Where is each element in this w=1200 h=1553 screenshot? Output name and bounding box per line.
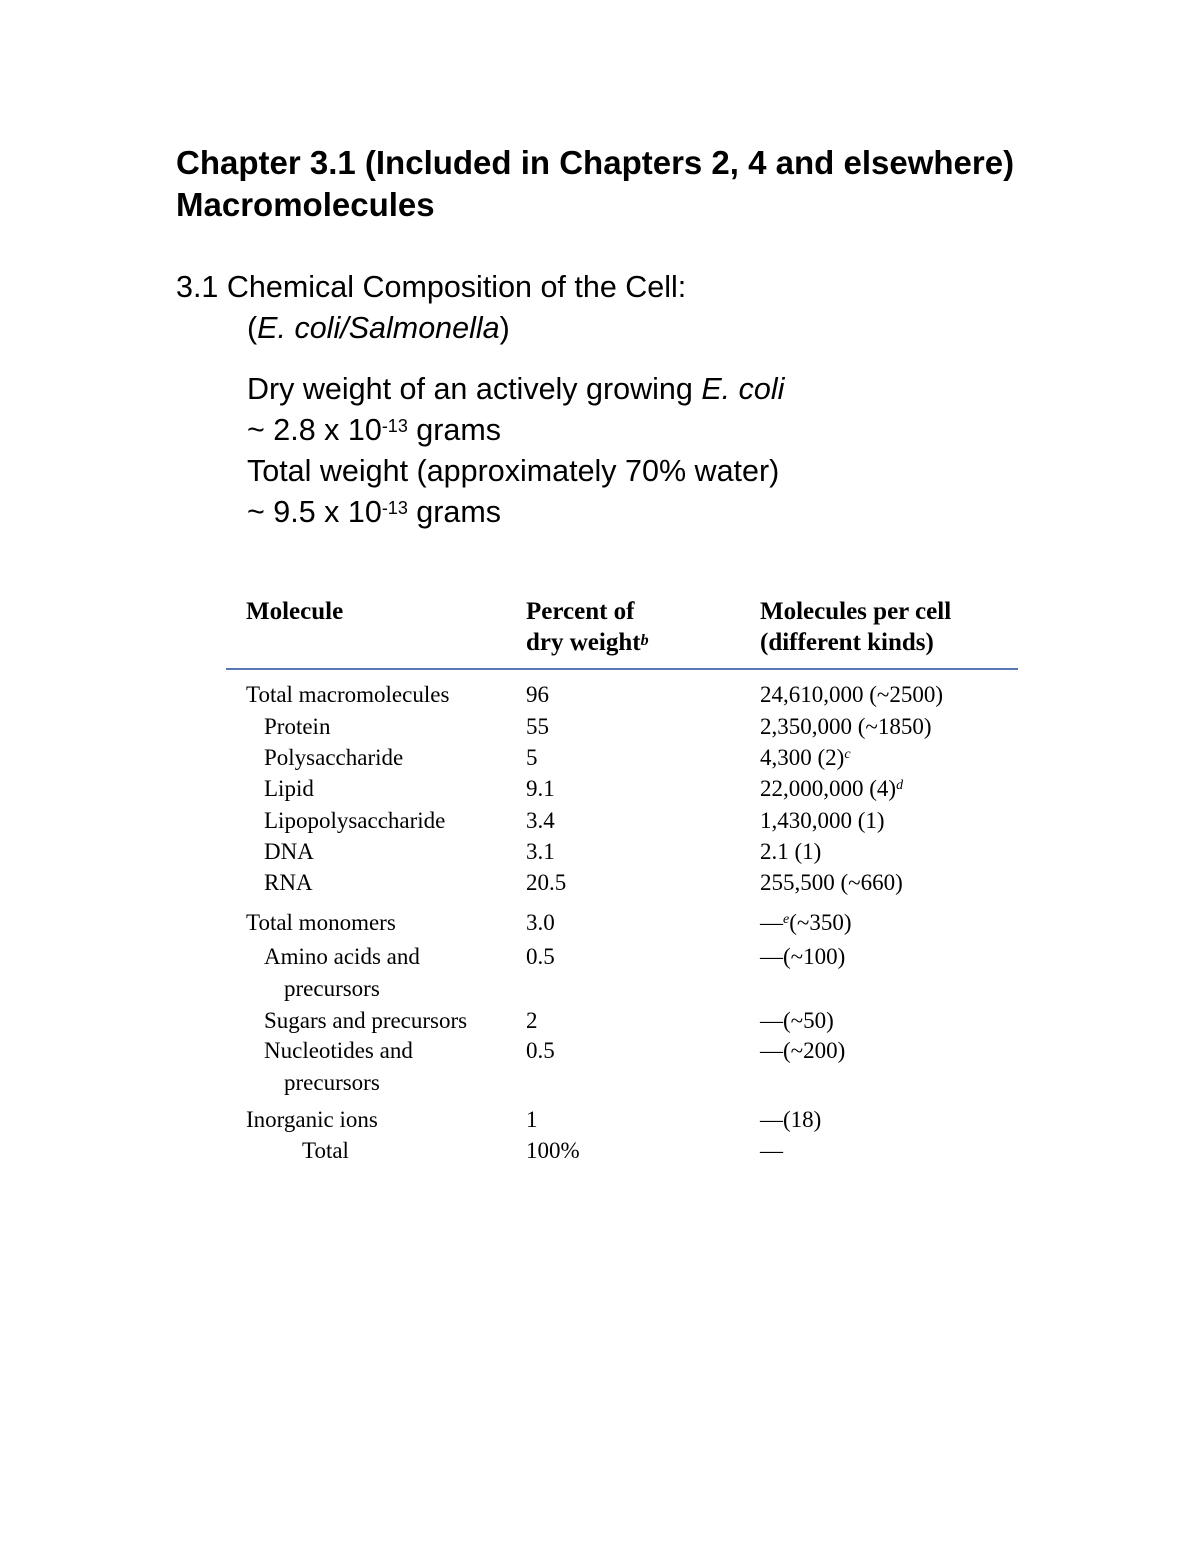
- row-molecule-name-cont: precursors: [284, 976, 380, 1001]
- row-molecules-per-cell: [760, 837, 821, 867]
- row-molecules-per-cell: [760, 712, 932, 742]
- row-molecules-value: —: [760, 910, 783, 935]
- row-percent: 20.5: [526, 870, 567, 895]
- row-molecule-name: Nucleotides and: [264, 1038, 413, 1063]
- section-heading: 3.1 Chemical Composition of the Cell:: [176, 270, 687, 304]
- row-footnote-marker: d: [896, 778, 904, 793]
- row-molecules-per-cell: [760, 680, 943, 710]
- dry-weight-text: Dry weight of an actively growing: [247, 372, 702, 406]
- total-weight-exponent: -13: [381, 498, 408, 518]
- row-percent: 9.1: [526, 776, 555, 801]
- total-weight-value: [247, 492, 501, 532]
- dry-weight-value: [247, 410, 501, 450]
- row-percent: 100%: [526, 1138, 580, 1163]
- row-percent: 0.5: [526, 1038, 555, 1063]
- row-percent: 3.1: [526, 839, 555, 864]
- header-rule: [226, 668, 1018, 670]
- row-molecule-name: Inorganic ions: [246, 1107, 378, 1132]
- dry-weight-label: [247, 369, 784, 409]
- row-molecule-name: Amino acids and: [264, 944, 420, 969]
- row-molecule-name: Sugars and precursors: [264, 1008, 468, 1033]
- row-molecules-per-cell: [760, 868, 903, 898]
- row-molecule-name: Polysaccharide: [264, 745, 404, 770]
- row-percent: 55: [526, 714, 549, 739]
- row-percent: 1: [526, 1107, 538, 1132]
- header-percent-note: b: [640, 632, 649, 649]
- dry-weight-exponent: -13: [381, 416, 408, 436]
- row-footnote-marker: c: [844, 747, 851, 762]
- row-percent: 0.5: [526, 944, 555, 969]
- page-title: Chapter 3.1 (Included in Chapters 2, 4 and elsewhere) Macromolecules: [176, 144, 1015, 223]
- row-molecule-name: Total macromolecules: [246, 682, 450, 707]
- row-percent: 96: [526, 682, 549, 707]
- row-molecule-name: Protein: [264, 714, 331, 739]
- row-molecules-value: —: [760, 1138, 783, 1163]
- row-molecules-kinds: (~350): [789, 910, 852, 935]
- row-percent: 3.0: [526, 910, 555, 935]
- row-molecules-per-cell: [760, 1136, 783, 1166]
- row-molecule-name: Total: [302, 1138, 349, 1163]
- total-weight-unit: grams: [407, 495, 502, 529]
- header-percent-line2: dry weight: [526, 629, 641, 656]
- paren-open: (: [247, 311, 258, 345]
- row-molecules-per-cell: [760, 806, 885, 836]
- row-molecules-value: —(18): [760, 1107, 822, 1132]
- header-molecules: [760, 596, 951, 658]
- row-molecules-value: 4,300 (2): [760, 745, 845, 770]
- header-percent-line1: Percent of: [526, 598, 635, 625]
- row-percent: 2: [526, 1008, 538, 1033]
- row-molecules-per-cell: [760, 942, 845, 972]
- dry-weight-organism: E. coli: [701, 372, 785, 406]
- row-molecules-per-cell: [760, 908, 851, 938]
- total-weight-label: Total weight (approximately 70% water): [247, 454, 780, 488]
- row-molecules-value: 24,610,000 (~2500): [760, 682, 944, 707]
- row-molecules-per-cell: [760, 774, 903, 804]
- row-molecule-name: Lipid: [264, 776, 314, 801]
- header-molecules-line1: Molecules per cell: [760, 598, 952, 625]
- header-molecules-line2: (different kinds): [760, 629, 934, 656]
- row-percent: 3.4: [526, 808, 555, 833]
- row-molecules-value: 2.1 (1): [760, 839, 822, 864]
- dry-weight-unit: grams: [407, 413, 502, 447]
- row-molecule-name-cont: precursors: [284, 1070, 380, 1095]
- row-footnote-marker: e: [783, 912, 790, 927]
- row-molecule-name: DNA: [264, 839, 314, 864]
- row-molecules-value: 2,350,000 (~1850): [760, 714, 932, 739]
- row-molecules-value: 255,500 (~660): [760, 870, 903, 895]
- header-molecule: Molecule: [246, 598, 344, 625]
- row-molecules-value: —(~100): [760, 944, 846, 969]
- row-molecules-value: —(~50): [760, 1008, 834, 1033]
- header-percent: [526, 596, 649, 658]
- organism-names: E. coli/Salmonella: [257, 311, 500, 345]
- row-molecules-value: —(~200): [760, 1038, 846, 1063]
- paren-close: ): [499, 311, 510, 345]
- dry-weight-prefix: ~ 2.8 x 10: [247, 413, 382, 447]
- row-percent: 5: [526, 745, 538, 770]
- total-weight-prefix: ~ 9.5 x 10: [247, 495, 382, 529]
- organism-line: [247, 308, 510, 348]
- row-molecules-per-cell: [760, 1006, 834, 1036]
- row-molecule-name: RNA: [264, 870, 313, 895]
- row-molecules-value: 1,430,000 (1): [760, 808, 885, 833]
- row-molecules-per-cell: [760, 1036, 845, 1066]
- row-molecule-name: Lipopolysaccharide: [264, 808, 446, 833]
- row-molecules-per-cell: [760, 743, 851, 773]
- row-molecules-value: 22,000,000 (4): [760, 776, 897, 801]
- composition-table: [226, 596, 1018, 1196]
- row-molecules-per-cell: [760, 1105, 821, 1135]
- row-molecule-name: Total monomers: [246, 910, 396, 935]
